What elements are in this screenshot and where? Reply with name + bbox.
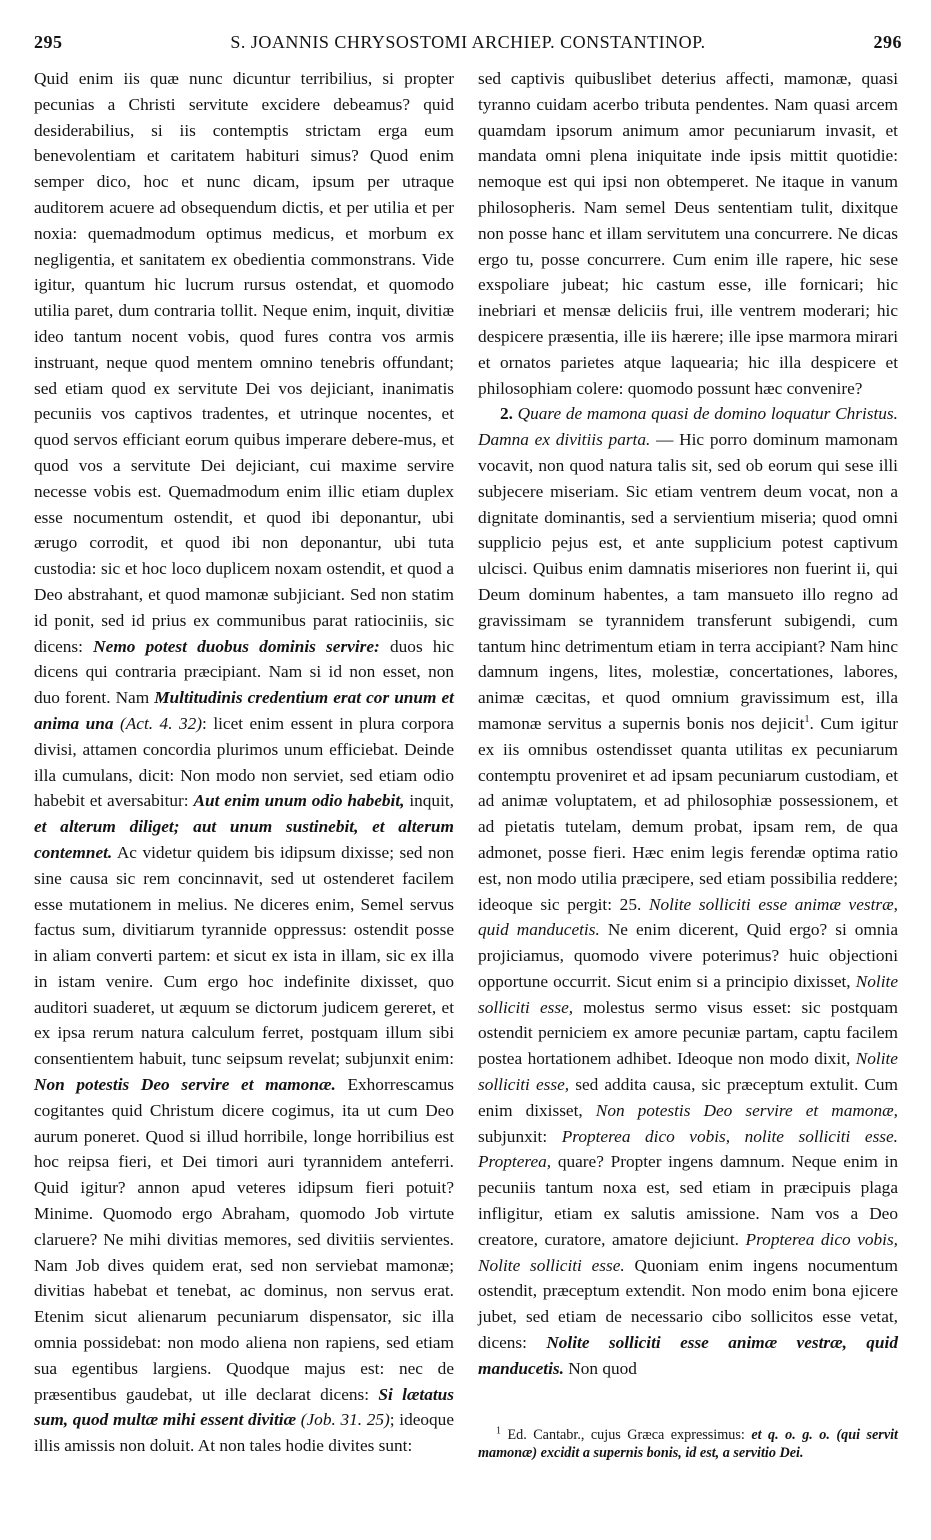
- page-number-right: 296: [873, 32, 902, 52]
- page-number-left: 295: [34, 32, 63, 52]
- footnote: [478, 1426, 898, 1462]
- section-number: 2.: [500, 404, 513, 424]
- text-run: Quid enim iis quæ nunc dicuntur terribilius, si propter pecunias a Christi servitute excidere debeamus? quid desiderabilius, si iis contemptis strictam erga eum benevolentiam et caritatem habituri simus? Quod enim semper dico, hoc et nunc dicam, ipsum per utraque auditorem acuere ad obsequendum dictis, et per utilia et per noxia: quemadmodum optimus medicus, et morbum ex negligentia, et sanitatem ex obedientia commonstrans. Vide igitur, quantum hic lucrum rursus ostendat, et quomodo utilia paret, dum contraria tollit. Neque enim, inquit, divitiæ ideo tantum nocent vobis, quod fures contra vos armis instruant, neque quod mentem omnino tenebris offundant; sed etiam quod ex servitute Dei vos dejiciant, inanimatis pecuniis vos captivos tradentes, et utrinque nocentes, et quod servos efficiant eorum quibus imperare debere-mus, et quod vos a servitute Dei dejiciant, cui maxime servire necesse vobis est. Quemadmodum enim illic etiam duplex esse nocumentum ostendit, et quod ibi deponantur, ubi ærugo corrodit, et quod ibi non deponantur, ubi tuta custodia: sic et hoc loco duplicem noxam ostendit, et quod a Deo abstrahant, et quod mamonæ subjiciant. Sed non statim id ponit, sed id prius ex communibus parat ratiociniis, sic dicens:: [34, 69, 454, 656]
- scripture-quote: Non potestis Deo servire et mamonæ.: [34, 1075, 336, 1095]
- text-run: Ed. Cantabr., cujus Græca expressimus:: [507, 1427, 745, 1443]
- text-run: quare? Propter ingens damnum. Neque enim in pecuniis tantum noxa est, sed etiam in præcipuis plaga infligitur, etiam ex salutis amissione. Nam vos a Deo creatore, curatore, amatore dejiciunt.: [478, 1152, 898, 1249]
- scripture-quote: Aut enim unum odio habebit,: [193, 791, 405, 811]
- scripture-reference: (Job. 31. 25): [300, 1410, 390, 1430]
- scripture-quote: Si lætatus sum, quod multæ mihi essent divitiæ: [34, 1384, 455, 1430]
- text-run: — Hic porro dominum mamonam vocavit, non quod natura talis sit, sed ob eorum qui sese illi subjecere miseriam. Sic etiam ventrem deum vocat, non a dignitate dominantis, sed a servientium miseria; quod omni supplicio pejus est, et ante supplicium potest captivum ulcisci. Quibus enim damnatis miseriores non fuerint ii, qui Deum dominum habentes, a tam mansueto illo regno ad gravissimam se tyrannidem transferunt subigendi, cum tantum hinc detrimentum etiam in terra accipiant? Nam hinc damnum ingens, lites, molestiæ, concertationes, labores, animæ cæcitas, et quod omnium gravissimum est, illa mamonæ servitus a supernis bonis nos dejicit: [478, 430, 898, 733]
- left-column: [34, 66, 454, 1459]
- scripture-quote: Nolite solliciti esse animæ vestræ, quid manducetis.: [478, 1333, 898, 1378]
- footnote-number: 1: [496, 1425, 501, 1437]
- text-run: subjunxit:: [478, 1126, 548, 1146]
- scripture-quote: Nolite solliciti esse,: [478, 971, 898, 1017]
- scripture-quote: Nolite solliciti esse,: [478, 1049, 898, 1095]
- text-run: : licet enim essent in plura corpora divisi, attamen concordia plurimos unum efficiebat. Deinde illa cumulans, dicit: Non modo non serviet, sed etiam odio habebit et aversabitur:: [34, 713, 454, 811]
- footnote-text: [478, 1426, 898, 1462]
- scripture-quote: Non potestis Deo servire et mamonæ,: [595, 1100, 898, 1120]
- paragraph: [478, 401, 898, 1381]
- text-run: Exhorrescamus cogitantes quid Christum dicere cogimus, ita ut cum Deo aurum poneret. Quod si illud horribile, longe horribilius est hoc reipsa fieri, et Dei timori auri tyrannidem anteferri. Quid igitur? annon apud veteres idipsum fieri potuit? Minime. Quomodo ergo Abraham, quomodo Job virtute claruere? Ne mihi divitias memores, sed divitiis servientes. Nam Job dives quidem erat, sed non serviebat mamonæ; divitias habebat et tenebat, ac dominus, non servus erat. Etenim sicut alienarum pecuniarum dispensator, sic illa omnia possidebat: non modo aliena non rapiens, sed etiam sua egentibus largiens. Quodque majus est: nec de præsentibus gaudebat, ut ille declarat dicens:: [34, 1075, 454, 1404]
- scripture-reference: (Act. 4. 32): [119, 713, 203, 733]
- scripture-quote: Multitudinis credentium erat cor unum et anima una: [34, 688, 454, 733]
- scripture-quote: Propterea dico vobis, nolite solliciti esse. Propterea,: [478, 1126, 899, 1172]
- text-run: molestus sermo visus esset: sic postquam ostendit perniciem ex amore pecuniæ partam, captu facilem postea hortationem adhibet. Ideoque non modo dixit,: [478, 997, 898, 1069]
- scripture-quote: Propterea dico vobis, Nolite solliciti esse.: [478, 1229, 898, 1275]
- text-run: sed captivis quibuslibet deterius affecti, mamonæ, quasi tyranno cuidam acerbo tributa pendentes. Nam quasi arcem quamdam ipsorum animum amor pecuniarum invasit, et mandata omni plena iniquitate inde ipsis mittit quotidie: nemoque est qui ipsi non obtemperet. Ne itaque in vanum philosopheris. Nam semel Deus sententiam tulit, dixitque non posse hanc et illam servitutem una concurrere. Ne dicas ergo tu, posse concurrere. Cum enim ille rapere, hic sese exspoliare jubeat; hic castum esse, ille fornicari; hic inebriari et mensæ deliciis frui, ille ventrem moderari; hic despicere præsentia, ille iis hærere; ille ipse marmora mirari et ornatos parietes atque laquearia; hic illa despicere et philosophiam colere: quomodo possunt hæc convenire?: [478, 69, 898, 398]
- footnote-marker: 1: [804, 714, 810, 726]
- footnote-quote: et q. o. g. o. (qui servit mamonæ) excidit a supernis bonis, id est, a servitio Dei.: [478, 1427, 898, 1461]
- text-run: Ac videtur quidem bis idipsum dixisse; sed non sine causa sic rem concinnavit, sed ut ostenderet facilem esse mutationem in melius. Ne diceres enim, Semel servus factus sum, divitiarum tyrannide oppressus: ostendit posse in aliam converti partem: et sicut ex ista in illam, sic ex illa in istam venire. Cum ergo hoc indefinite dixisset, quo auditori suaderet, ut æquum se dictorum judicem gereret, et ex ipsa rerum natura calculum ferret, postquam illum sibi consentientem habuit, tunc seipsum revelat; subjunxit enim:: [34, 842, 454, 1069]
- text-run: ; ideoque illis amissis non doluit. At non tales hodie divites sunt:: [34, 1410, 454, 1456]
- text-run: . Cum igitur ex iis omnibus ostendisset quanta utilitas ex pecuniarum contemptu proveniret et ad ipsam pecuniarum custodiam, et ad animæ voluptatem, et ad philosophiæ possessionem, et ad pietatis tutelam, demum probat, ipsam rem, de qua admonet, posse fieri. Hæc enim legis ferendæ optima ratio est, non modo utilia præcipere, sed etiam possibilia reddere; ideoque sic pergit: 25.: [478, 713, 899, 914]
- running-header: [34, 32, 902, 60]
- scripture-quote: Nemo potest duobus dominis servire:: [93, 636, 380, 656]
- text-run: Ne enim dicerent, Quid ergo? si omnia projiciamus, quomodo vivere poterimus? huic objectioni opportune occurrit. Sicut enim si a principio dixisset,: [478, 920, 898, 991]
- text-run: duos hic dicens qui contraria præcipiant. Nam si id non esset, non duo forent. Nam: [34, 636, 454, 708]
- scripture-quote: Nolite solliciti esse animæ vestræ, quid manducetis.: [478, 894, 898, 940]
- section-heading: Quare de mamona quasi de domino loquatur Christus. Damna ex divitiis parta.: [478, 404, 898, 450]
- text-run: inquit,: [409, 791, 454, 811]
- text-run: Quoniam enim ingens nocumentum ostendit, præceptum extendit. Non modo enim bona ejicere jubet, sed etiam de necessario cibo sollicitos esse vetat, dicens:: [478, 1255, 898, 1353]
- scripture-quote: et alterum diliget; aut unum sustinebit, et alterum contemnet.: [34, 817, 454, 862]
- text-run: sed addita causa, sic præceptum extulit. Cum enim dixisset,: [478, 1075, 898, 1120]
- text-run: Non quod: [568, 1358, 637, 1378]
- paragraph: [34, 66, 454, 1459]
- running-title: S. JOANNIS CHRYSOSTOMI ARCHIEP. CONSTANTINOP.: [230, 32, 706, 52]
- right-column: [478, 66, 898, 1382]
- paragraph: [478, 66, 898, 401]
